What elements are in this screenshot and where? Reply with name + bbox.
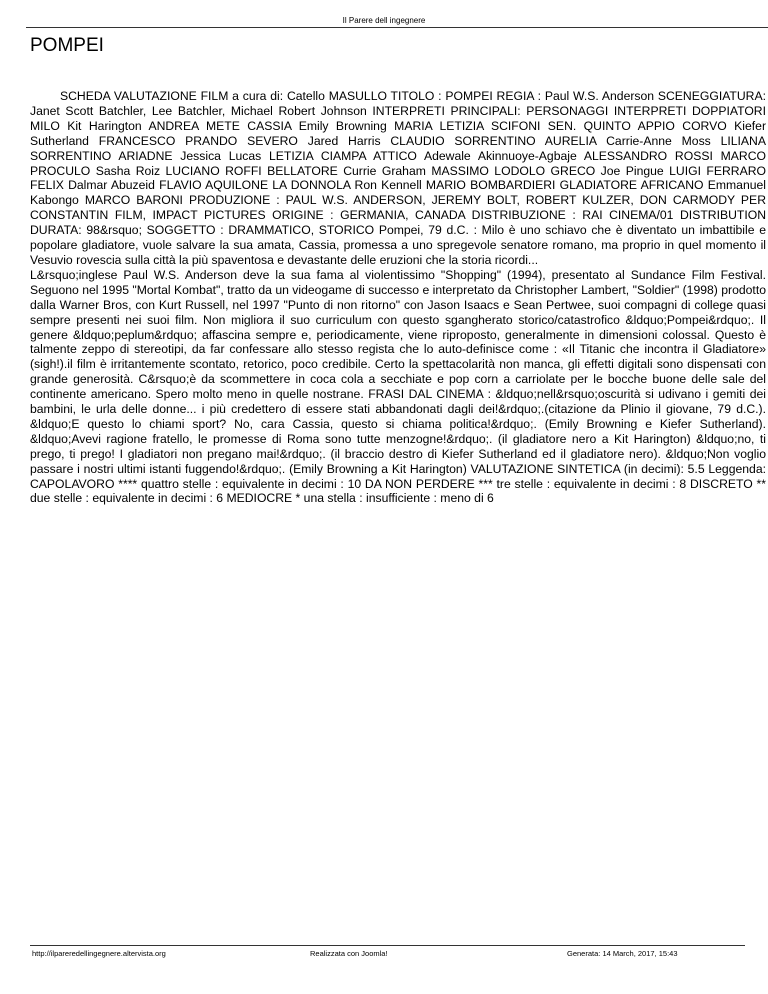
footer-generated-date: Generata: 14 March, 2017, 15:43 xyxy=(567,949,678,958)
footer-credit: Realizzata con Joomla! xyxy=(310,949,388,958)
article-title: POMPEI xyxy=(30,35,104,56)
footer-site-link[interactable]: http://ilpareredellingegnere.altervista.org xyxy=(32,949,166,958)
article-paragraph-scheda: SCHEDA VALUTAZIONE FILM a cura di: Catello MASULLO TITOLO : POMPEI REGIA : Paul W.S. Anderson SCENEGGIATURA: Janet Scott Batchler, Lee Batchler, Michael Robert Johnson INTERPRETI PRINCIPALI: PERSONAGGI INTERPRETI DOPPIATORI MILO Kit Harington ANDREA METE CASSIA Emily Browning MARIA LETIZIA SCIFONI SEN. QUINTO APPIO CORVO Kiefer Sutherland FRANCESCO PRANDO SEVERO Jared Harris CLAUDIO SORRENTINO AURELIA Carrie-Anne Moss LILIANA SORRENTINO ARIADNE Jessica Lucas LETIZIA CIAMPA ATTICO Adewale Akinnuoye-Agbaje ALESSANDRO ROSSI MARCO PROCULO Sasha Roiz LUCIANO ROFFI BELLATORE Currie Graham MASSIMO LODOLO GRECO Joe Pingue LUIGI FERRARO FELIX Dalmar Abuzeid FLAVIO AQUILONE LA DONNOLA Ron Kennell MARIO BOMBARDIERI GLADIATORE AFRICANO Emmanuel Kabongo MARCO BARONI PRODUZIONE : PAUL W.S. ANDERSON, JEREMY BOLT, ROBERT KULZER, DON CARMODY PER CONSTANTIN FILM, IMPACT PICTURES ORIGINE : GERMANIA, CANADA DISTRIBUZIONE : RAI CINEMA/01 DISTRIBUTION DURATA: 98&rsquo; SOGGETTO : DRAMMATICO, STORICO Pompei, 79 d.C. : Milo è uno schiavo che è diventato un imbattibile e popolare gladiatore, vuole salvare la sua amata, Cassia, promessa a uno spregevole senatore romano, ma proprio in quel momento il Vesuvio rovescia sulla città la più spaventosa e devastante delle eruzioni che la storia ricordi... xyxy=(30,89,766,267)
footer-divider xyxy=(30,945,745,946)
article-paragraph-review: L&rsquo;inglese Paul W.S. Anderson deve la sua fama al violentissimo "Shopping" (1994), presentato al Sundance Film Festival. Seguono nel 1995 "Mortal Kombat", tratto da un videogame di successo e interpretato da Christopher Lambert, "Soldier" (1998) prodotto dalla Warner Bros, con Kurt Russell, nel 1997 "Punto di non ritorno" con Jason Isaacs e Sean Pertwee, suoi compagni di college quasi sempre presenti nei suoi film. Non migliora il suo curriculum con questo sgangherato storico/catastrofico &ldquo;Pompei&rdquo;. Il genere &ldquo;peplum&rdquo; affascina sempre e, periodicamente, viene riproposto, generalmente in dimensioni colossal. Questo è talmente zeppo di stereotipi, da far confessare allo stesso regista che lo auto-definisce come : «Il Titanic che incontra il Gladiatore» (sigh!).il film è irritantemente scontato, retorico, poco credibile. Certo la spettacolarità non manca, gli effetti digitali sono dispensati con grande generosità. C&rsquo;è da scommettere in coca cola a secchiate e pop corn a carriolate per le bocche buone delle sale del continente americano. Spero molto meno in quelle nostrane. FRASI DAL CINEMA : &ldquo;nell&rsquo;oscurità si udivano i gemiti dei bambini, le urla delle donne... i più credettero di essere stati abbandonati dagli dei!&rdquo;.(citazione da Plinio il giovane, 79 d.C.). &ldquo;E questo lo chiami sport? No, cara Cassia, questo si chiama politica!&rdquo;. (Emily Browning e Kiefer Sutherland). &ldquo;Avevi ragione fratello, le promesse di Roma sono tutte menzogne!&rdquo;. (il gladiatore nero a Kit Harington) &ldquo;no, ti prego, ti prego! I gladiatori non pregano mai!&rdquo;. (il braccio destro di Kiefer Sutherland ed il gladiatore nero). &ldquo;Non voglio passare i nostri ultimi istanti fuggendo!&rdquo;. (Emily Browning a Kit Harington) VALUTAZIONE SINTETICA (in decimi): 5.5 Leggenda: CAPOLAVORO **** quattro stelle : equivalente in decimi : 10 DA NON PERDERE *** tre stelle : equivalente in decimi : 8 DISCRETO ** due stelle : equivalente in decimi : 6 MEDIOCRE * una stella : insufficiente : meno di 6 xyxy=(30,267,766,506)
header-divider xyxy=(26,27,768,28)
article-body xyxy=(30,89,766,506)
site-title: Il Parere dell ingegnere xyxy=(342,16,426,25)
